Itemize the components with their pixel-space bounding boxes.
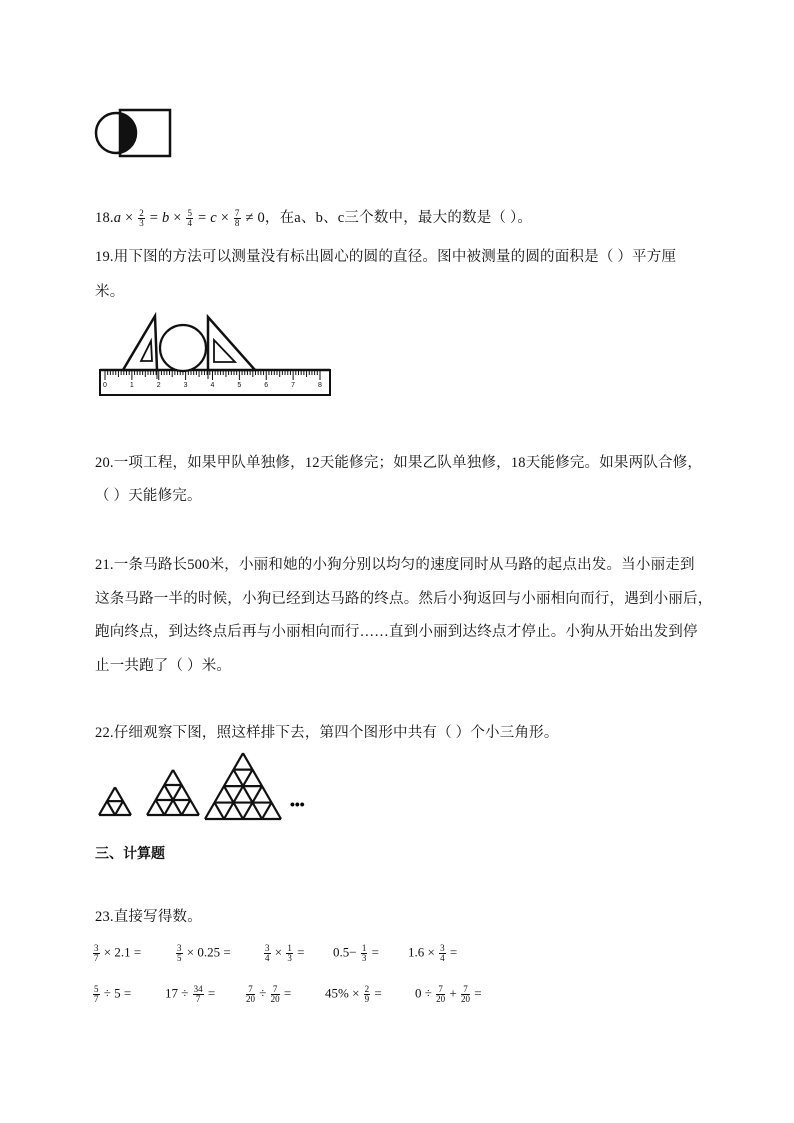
circle-square-figure <box>94 108 174 160</box>
calc-item: $\frac{7}{20}$ ÷ $\frac{7}{20}$ = <box>246 984 292 1004</box>
ruler-tick-label: 7 <box>291 382 296 389</box>
question-20-line2: （ ）天能修完。 <box>95 488 202 504</box>
ruler-tick-label: 0 <box>103 382 107 389</box>
ruler-triangle-figure <box>95 313 335 403</box>
section-heading: 三、计算题 <box>95 846 165 862</box>
triangle-edge <box>182 800 191 815</box>
fraction: $\frac{2}{9}$ <box>364 984 370 1004</box>
fraction: $\frac{7}{20}$ <box>460 984 470 1004</box>
calc-item: $\frac{3}{7}$ × 2.1 = <box>94 943 142 963</box>
question-23-title: 23.直接写得数。 <box>95 909 202 925</box>
triangle-edge <box>262 803 272 819</box>
question-22: 22.仔细观察下图，照这样排下去，第四个图形中共有（ ）个小三角形。 <box>95 725 559 741</box>
ellipsis: ••• <box>290 796 305 812</box>
fraction: $\frac{3}{7}$ <box>94 943 99 963</box>
question-18: 18.a × $\frac{2}{3}$ = b × $\frac{5}{4}$ = c × $\frac{7}{8}$ ≠ 0，在a、b、c三个数中，最大的数是（ ）。 <box>95 208 533 229</box>
question-21-line4: 止一共跑了（ ）米。 <box>95 658 232 674</box>
question-21-line3: 跑向终点，到达终点后再与小丽相向而行……直到小丽到达终点才停止。小狗从开始出发到停 <box>95 624 698 640</box>
ruler-tick-label: 4 <box>210 382 215 389</box>
triangle-edge <box>156 800 165 815</box>
fraction: $\frac{3}{4}$ <box>440 943 445 963</box>
fraction: $\frac{7}{8}$ <box>234 208 240 229</box>
question-21-line1: 21.一条马路长500米，小丽和她的小狗分别以均匀的速度同时从马路的起点出发。当小丽走到 <box>95 557 695 573</box>
calc-item: 0.5− $\frac{1}{3}$ = <box>333 943 379 963</box>
ruler-tick-label: 3 <box>183 382 188 389</box>
calc-item: $\frac{3}{4}$ × $\frac{1}{3}$ = <box>265 943 305 963</box>
fraction: $\frac{2}{3}$ <box>139 208 144 229</box>
question-19-line2: 米。 <box>95 284 125 300</box>
calc-item: 1.6 × $\frac{3}{4}$ = <box>408 943 458 963</box>
fraction: $\frac{7}{20}$ <box>246 984 255 1004</box>
calc-item: $\frac{3}{5}$ × 0.25 = <box>177 943 231 963</box>
triangle-edge <box>115 801 123 815</box>
triangle-edge <box>215 803 225 819</box>
fraction: $\frac{34}{7}$ <box>193 984 203 1004</box>
ruler-tick-label: 2 <box>156 382 161 389</box>
fraction: $\frac{5}{4}$ <box>187 208 193 229</box>
calc-item: 17 ÷ $\frac{34}{7}$ = <box>165 984 216 1004</box>
question-20-line1: 20.一项工程，如果甲队单独修，12天能修完；如果乙队单独修，18天能修完。如果两队合修， <box>95 455 703 471</box>
fraction: $\frac{7}{20}$ <box>436 984 446 1004</box>
fraction: $\frac{5}{7}$ <box>94 984 99 1004</box>
ruler-tick-label: 8 <box>318 382 322 389</box>
question-21-line2: 这条马路一半的时候，小狗已经到达马路的终点。然后小狗返回与小丽相向而行，遇到小丽后， <box>95 591 713 607</box>
fraction: $\frac{7}{20}$ <box>270 984 280 1004</box>
fraction: $\frac{3}{4}$ <box>265 943 270 963</box>
ruler-tick-label: 1 <box>129 382 134 389</box>
ruler-tick-label: 5 <box>237 382 242 389</box>
calc-item: 45% × $\frac{2}{9}$ = <box>325 984 382 1004</box>
fraction: $\frac{1}{3}$ <box>287 943 292 963</box>
calc-item: $\frac{5}{7}$ ÷ 5 = <box>94 984 132 1004</box>
triangle-pattern-figure <box>95 757 315 825</box>
calc-item: 0 ÷ $\frac{7}{20}$ + $\frac{7}{20}$ = <box>415 984 482 1004</box>
question-19-line1: 19.用下图的方法可以测量没有标出圆心的圆的直径。图中被测量的圆的面积是（ ）平方厘 <box>95 249 677 265</box>
triangle-edge <box>107 801 115 815</box>
fraction: $\frac{3}{5}$ <box>177 943 182 963</box>
fraction: $\frac{1}{3}$ <box>361 943 367 963</box>
ruler-tick-label: 6 <box>264 382 269 389</box>
